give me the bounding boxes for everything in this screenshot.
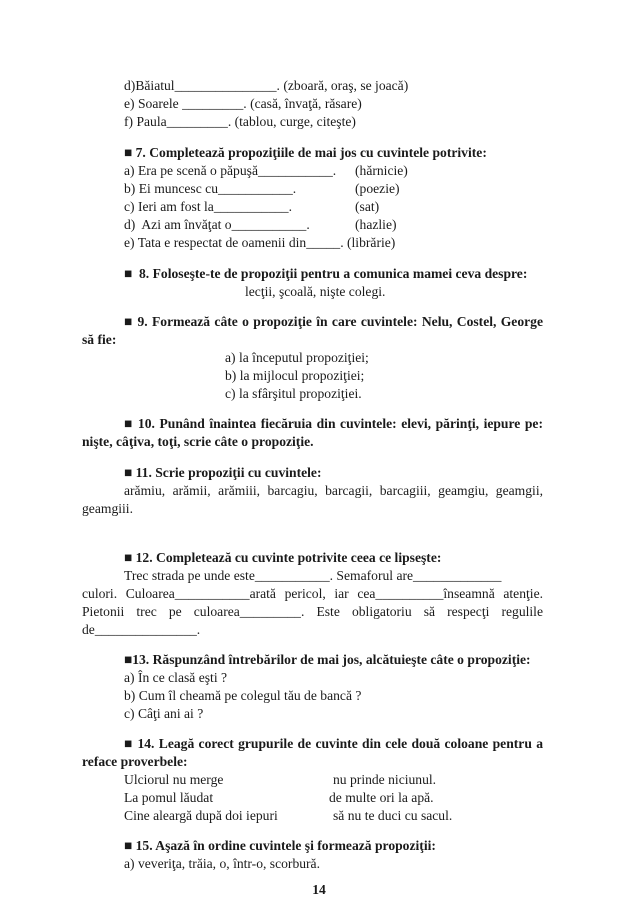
exercise-9-item-b: b) la mijlocul propoziţiei;: [225, 368, 365, 383]
exercise-7-item-c: c) Ieri am fost la___________.: [124, 199, 292, 214]
exercise-9-item-c: c) la sfârşitul propoziţiei.: [225, 386, 362, 401]
exercise-line-d: d)Băiatul_______________. (zboară, oraş, se joacă): [124, 78, 409, 93]
exercise-7-hint-a: (hărnicie): [355, 163, 408, 178]
exercise-9-title-cont: să fie:: [82, 332, 117, 347]
exercise-13-item-b: b) Cum îl cheamă pe colegul tău de bancă ?: [124, 688, 362, 703]
exercise-11-words: arămiu, arămii, arămiii, barcagiu, barcagii, barcagiii, geamgiu, geamgii,: [124, 483, 543, 498]
exercise-7-item-a: a) Era pe scenă o păpuşă___________.: [124, 163, 337, 178]
proverb-left-2: La pomul lăudat: [124, 790, 214, 805]
exercise-12-line-2: culori. Culoarea___________arată pericol, iar cea__________înseamnă atenţie.: [82, 586, 543, 601]
exercise-14-title: ■ 14. Leagă corect grupurile de cuvinte din cele două coloane pentru a: [124, 736, 543, 751]
exercise-12-title: ■ 12. Completează cu cuvinte potrivite ceea ce lipseşte:: [124, 550, 442, 565]
exercise-line-f: f) Paula_________. (tablou, curge, citeşte): [124, 114, 356, 129]
exercise-13-item-a: a) În ce clasă eşti ?: [124, 670, 228, 685]
exercise-13-item-c: c) Câţi ani ai ?: [124, 706, 204, 721]
exercise-8-title: ■ 8. Foloseşte-te de propoziţii pentru a comunica mamei ceva despre:: [124, 266, 528, 281]
exercise-7-item-e: e) Tata e respectat de oamenii din_____. (librărie): [124, 235, 396, 250]
proverb-right-2: de multe ori la apă.: [329, 790, 434, 805]
proverb-right-1: nu prinde niciunul.: [333, 772, 437, 787]
exercise-12-line-1: Trec strada pe unde este___________. Semaforul are_____________: [124, 568, 502, 583]
exercise-11-title: ■ 11. Scrie propoziţii cu cuvintele:: [124, 465, 322, 480]
exercise-9-item-a: a) la începutul propoziţiei;: [225, 350, 369, 365]
exercise-13-title: ■13. Răspunzând întrebărilor de mai jos, alcătuieşte câte o propoziţie:: [124, 652, 531, 667]
page-number: 14: [312, 882, 326, 897]
exercise-10-title: ■ 10. Punând înaintea fiecăruia din cuvintele: elevi, părinţi, iepure pe:: [124, 416, 543, 431]
exercise-15-item-a: a) veveriţa, trăia, o, într-o, scorbură.: [124, 856, 320, 871]
exercise-15-title: ■ 15. Aşază în ordine cuvintele şi formează propoziţii:: [124, 838, 436, 853]
proverb-right-3: să nu te duci cu sacul.: [333, 808, 453, 823]
exercise-7-item-b: b) Ei muncesc cu___________.: [124, 181, 297, 196]
exercise-9-title: ■ 9. Formează câte o propoziţie în care cuvintele: Nelu, Costel, George: [124, 314, 543, 329]
exercise-14-title-cont: reface proverbele:: [82, 754, 188, 769]
exercise-7-item-d: d) Azi am învăţat o___________.: [124, 217, 310, 232]
proverb-left-1: Ulciorul nu merge: [124, 772, 224, 787]
exercise-7-hint-c: (sat): [355, 199, 380, 214]
exercise-11-words-cont: geamgiii.: [82, 501, 133, 516]
exercise-7-hint-b: (poezie): [355, 181, 400, 196]
exercise-7-hint-d: (hazlie): [355, 217, 397, 232]
proverb-left-3: Cine aleargă după doi iepuri: [124, 808, 278, 823]
exercise-12-line-4: de_______________.: [82, 622, 201, 637]
exercise-10-title-cont: nişte, câţiva, toţi, scrie câte o propoziţie.: [82, 434, 314, 449]
exercise-8-subtitle: lecţii, şcoală, nişte colegi.: [245, 284, 386, 299]
exercise-12-line-3: Pietonii trec pe culoarea_________. Este obligatoriu să respecţi regulile: [82, 604, 543, 619]
exercise-7-title: ■ 7. Completează propoziţiile de mai jos cu cuvintele potrivite:: [124, 145, 487, 160]
exercise-line-e: e) Soarele _________. (casă, învaţă, răsare): [124, 96, 362, 111]
